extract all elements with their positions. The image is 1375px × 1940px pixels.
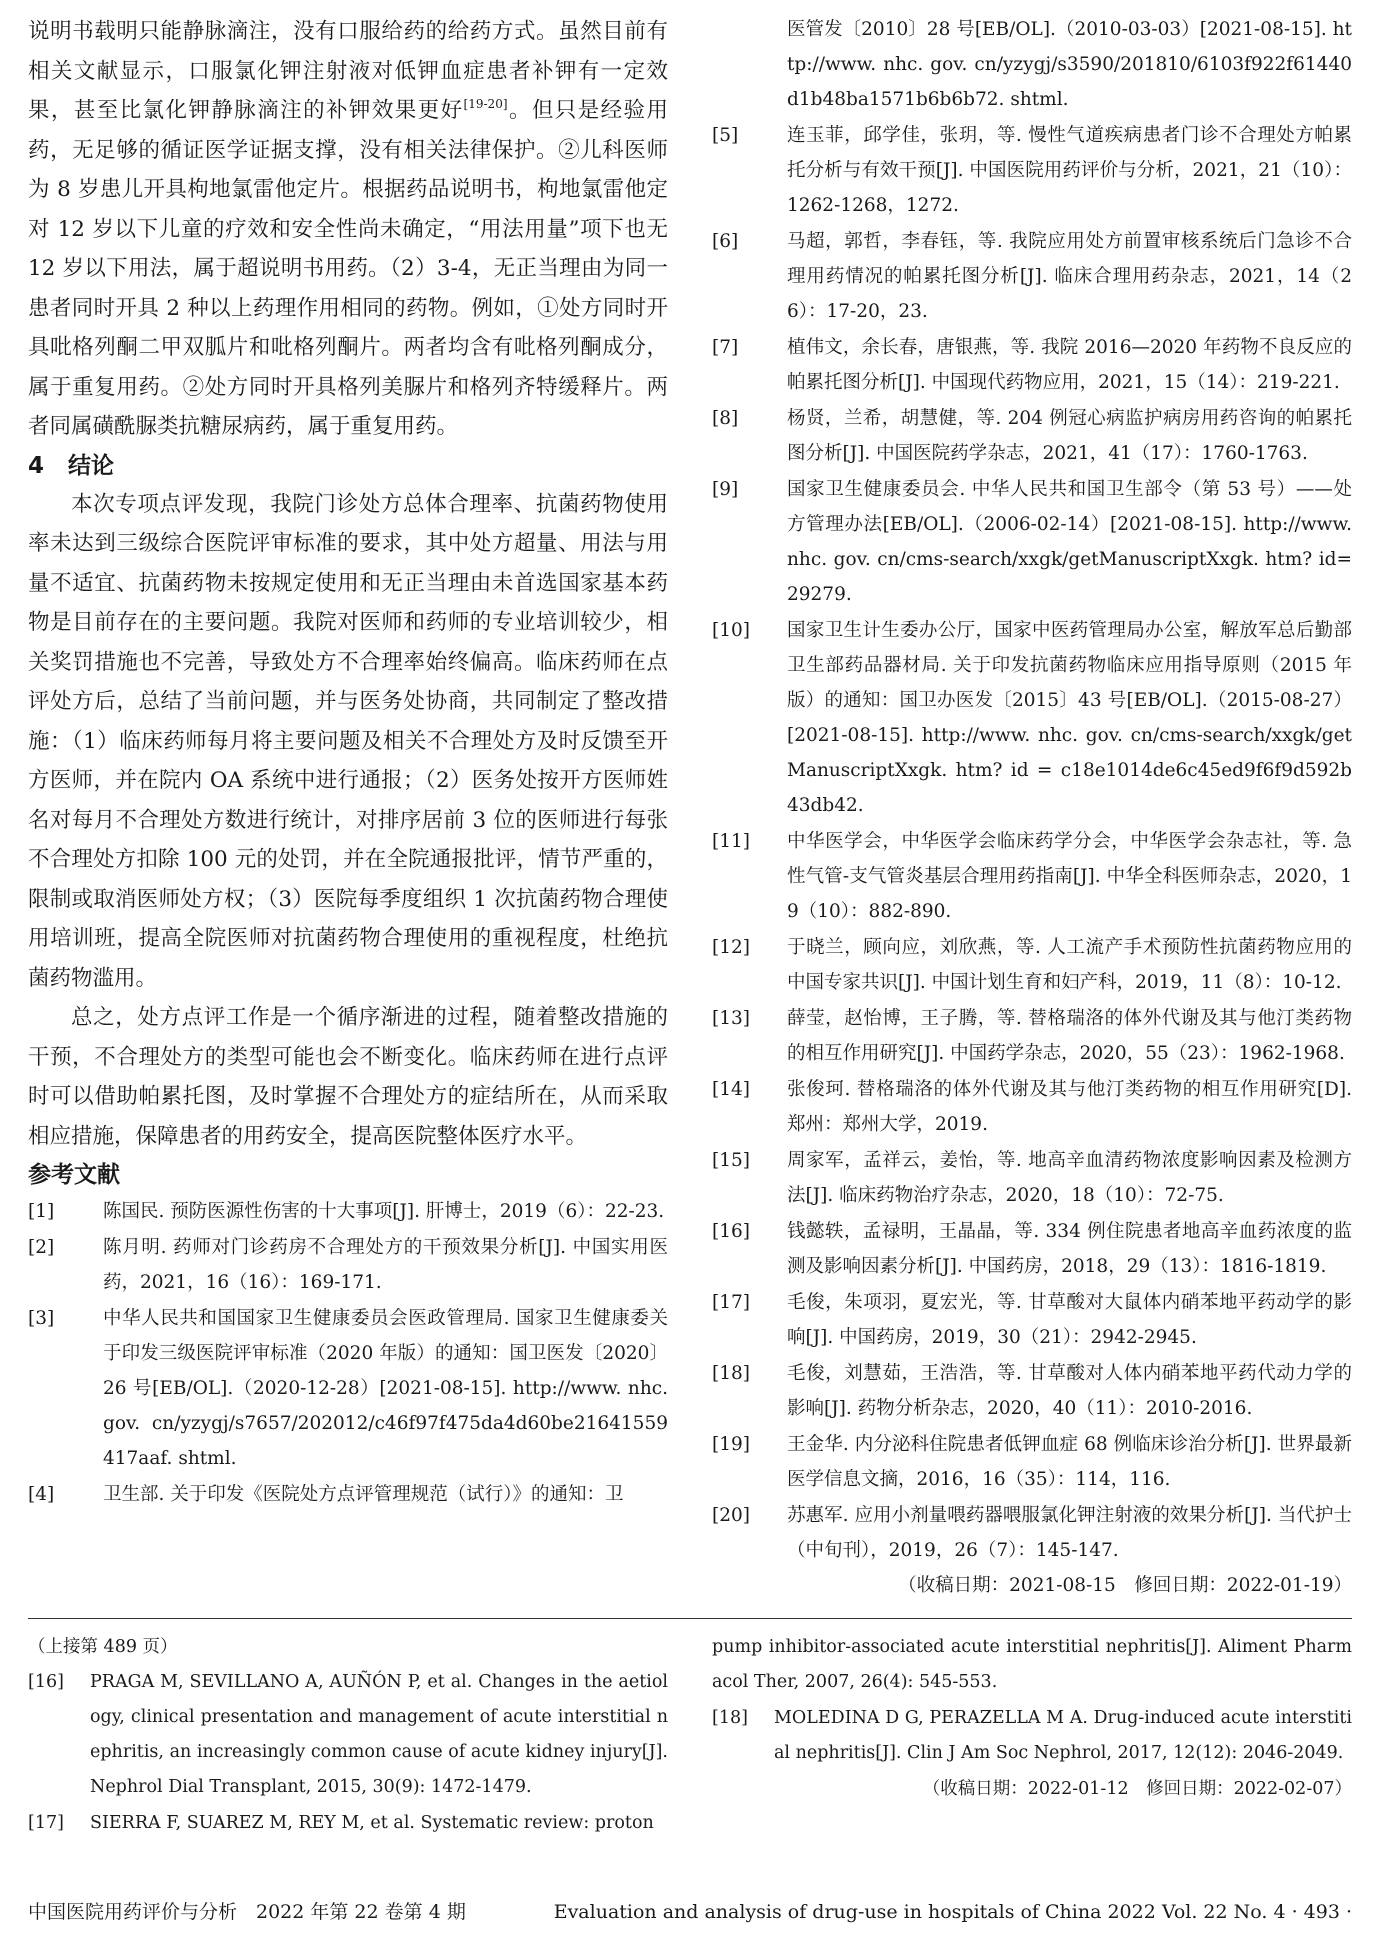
- paragraph-text: 。但只是经验用药，无足够的循证医学证据支撑，没有相关法律保护。②儿科医师为 8 岁患儿开具枸地氯雷他定片。根据药品说明书，枸地氯雷他定对 12 岁以下儿童的疗效和安全性尚未确定，“用法用量”项下也无 12 岁以下用法，属于超说明书用药。（2）3-4，无正当理由为同一患者同时开具 2 种以上药理作用相同的药物。例如，①处方同时开具吡格列酮二甲双胍片和吡格列酮片。两者均含有吡格列酮成分，属于重复用药。②处方同时开具格列美脲片和格列齐特缓释片。两者同属磺酰脲类抗糖尿病药，属于重复用药。: [28, 98, 668, 439]
- body-paragraph: [28, 12, 668, 447]
- reference-number: [20]: [712, 1505, 750, 1526]
- reference-text: 国家卫生健康委员会. 中华人民共和国卫生部令（第 53 号）——处方管理办法[EB/OL].（2006-02-14）[2021-08-15]. http://www.nhc. gov. cn/cms-search/xxgk/getManuscriptXxgk. htm? id=29279.: [787, 479, 1352, 605]
- reference-text: 国家卫生计生委办公厅，国家中医药管理局办公室，解放军总后勤部卫生部药品器材局. 关于印发抗菌药物临床应用指导原则（2015 年版）的通知：国卫办医发〔2015〕43 号[EB/OL].（2015-08-27）[2021-08-15]. http://www. nhc. gov. cn/cms-search/xxgk/getManuscriptXxgk. htm? id = c18e1014de6c45ed9f6f9d592b43db42.: [787, 620, 1352, 816]
- reference-number: [16]: [712, 1221, 750, 1242]
- reference-text: 马超，郭哲，李春钰，等. 我院应用处方前置审核系统后门急诊不合理用药情况的帕累托图分析[J]. 临床合理用药杂志，2021，14（26）：17-20，23.: [787, 231, 1352, 322]
- reference-continuation: 医管发〔2010〕28 号[EB/OL].（2010-03-03）[2021-08-15]. http://www. nhc. gov. cn/yzygj/s3590/201810/6103f922f61440d1b48ba1571b6b6b72. shtml.: [787, 19, 1352, 110]
- reference-text: 薛莹，赵怡博，王子腾，等. 替格瑞洛的体外代谢及其与他汀类药物的相互作用研究[J]. 中国药学杂志，2020，55（23）：1962-1968.: [787, 1008, 1352, 1064]
- reference-text: 连玉菲，邱学佳，张玥，等. 慢性气道疾病患者门诊不合理处方帕累托分析与有效干预[J]. 中国医院用药评价与分析，2021，21（10）：1262-1268，1272.: [787, 125, 1352, 216]
- right-column: [712, 12, 1352, 1603]
- reference-item: [712, 1285, 1352, 1355]
- reference-text: 陈月明. 药师对门诊药房不合理处方的干预效果分析[J]. 中国实用医药，2021，16（16）：169-171.: [103, 1237, 668, 1293]
- reference-number: [3]: [28, 1308, 55, 1329]
- reference-item: [712, 930, 1352, 1000]
- reference-number: [8]: [712, 408, 739, 429]
- reference-item: [28, 1301, 668, 1476]
- reference-text: 植伟文，余长春，唐银燕，等. 我院 2016—2020 年药物不良反应的帕累托图分析[J]. 中国现代药物应用，2021，15（14）：219-221.: [787, 337, 1352, 393]
- reference-number: [14]: [712, 1079, 750, 1100]
- journal-issue-info: 中国医院用药评价与分析 2022 年第 22 卷第 4 期: [28, 1901, 466, 1923]
- reference-list: [712, 118, 1352, 1568]
- reference-number: [17]: [28, 1813, 64, 1833]
- page-footer: [28, 1898, 1352, 1926]
- reference-item: [28, 1665, 668, 1805]
- reference-text: SIERRA F, SUAREZ M, REY M, et al. Systematic review: proton: [90, 1813, 654, 1833]
- reference-text: MOLEDINA D G, PERAZELLA M A. Drug-induced acute interstitial nephritis[J]. Clin J Am Soc Nephrol, 2017, 12(12): 2046-2049.: [774, 1708, 1352, 1763]
- reference-item: [712, 330, 1352, 400]
- reference-text: 中华人民共和国国家卫生健康委员会医政管理局. 国家卫生健康委关于印发三级医院评审标准（2020 年版）的通知：国卫医发〔2020〕26 号[EB/OL].（2020-12-28）[2021-08-15]. http://www. nhc. gov. cn/yzygj/s7657/202012/c46f97f475da4d60be21641559417aaf. shtml.: [103, 1308, 668, 1469]
- reference-item: [712, 1701, 1352, 1771]
- reference-number: [9]: [712, 479, 739, 500]
- reference-item: [712, 1072, 1352, 1142]
- reference-item: [712, 224, 1352, 329]
- reference-text: 张俊珂. 替格瑞洛的体外代谢及其与他汀类药物的相互作用研究[D]. 郑州：郑州大学，2019.: [787, 1079, 1352, 1135]
- reference-number: [11]: [712, 831, 750, 852]
- left-column: [28, 12, 668, 1513]
- reference-item: [712, 472, 1352, 612]
- reference-item: [712, 1143, 1352, 1213]
- section-title: 结论: [68, 452, 114, 479]
- reference-text: 陈国民. 预防医源性伤害的十大事项[J]. 肝博士，2019（6）：22-23.: [103, 1201, 665, 1222]
- reference-number: [10]: [712, 620, 750, 641]
- section-heading-conclusion: [28, 447, 668, 485]
- conclusion-paragraph-2: 总之，处方点评工作是一个循序渐进的过程，随着整改措施的干预，不合理处方的类型可能也会不断变化。临床药师在进行点评时可以借助帕累托图，及时掌握不合理处方的症结所在，从而采取相应措施，保障患者的用药安全，提高医院整体医疗水平。: [28, 1005, 668, 1149]
- reference-item: [712, 1356, 1352, 1426]
- reference-item: [712, 613, 1352, 823]
- reference-continuation: pump inhibitor-associated acute interstitial nephritis[J]. Aliment Pharmacol Ther, 2007, 26(4): 545-553.: [712, 1637, 1352, 1692]
- paragraph-text: 说明书载明只能静脉滴注，没有口服给药的给药方式。虽然目前有相关文献显示，口服氯化钾注射液对低钾血症患者补钾有一定效果，甚至比氯化钾静脉滴注的补钾效果更好: [28, 19, 668, 123]
- continued-references-right: [712, 1630, 1352, 1807]
- reference-item: [28, 1230, 668, 1300]
- reference-number: [18]: [712, 1708, 748, 1728]
- reference-item: [28, 1477, 668, 1512]
- reference-text: PRAGA M, SEVILLANO A, AUÑÓN P, et al. Changes in the aetiology, clinical presentation and management of acute interstitial nephritis, an increasingly common cause of acute kidney injury[J]. Nephrol Dial Transplant, 2015, 30(9): 1472-1479.: [90, 1672, 668, 1797]
- reference-text: 毛俊，刘慧茹，王浩浩，等. 甘草酸对人体内硝苯地平药代动力学的影响[J]. 药物分析杂志，2020，40（11）：2010-2016.: [787, 1363, 1352, 1419]
- reference-text: 苏惠军. 应用小剂量喂药器喂服氯化钾注射液的效果分析[J]. 当代护士（中旬刊），2019，26（7）：145-147.: [787, 1505, 1352, 1561]
- reference-number: [2]: [28, 1237, 55, 1258]
- reference-list: [28, 1665, 668, 1841]
- citation-superscript: [19-20]: [463, 97, 508, 111]
- reference-item: [712, 118, 1352, 223]
- reference-number: [16]: [28, 1672, 64, 1692]
- reference-item: [712, 1001, 1352, 1071]
- reference-text: 钱懿轶，孟禄明，王晶晶，等. 334 例住院患者地高辛血药浓度的监测及影响因素分析[J]. 中国药房，2018，29（13）：1816-1819.: [787, 1221, 1352, 1277]
- reference-number: [19]: [712, 1434, 750, 1455]
- conclusion-paragraph-1: 本次专项点评发现，我院门诊处方总体合理率、抗菌药物使用率未达到三级综合医院评审标准的要求，其中处方超量、用法与用量不适宜、抗菌药物未按规定使用和无正当理由未首选国家基本药物是目前存在的主要问题。我院对医师和药师的专业培训较少，相关奖罚措施也不完善，导致处方不合理率始终偏高。临床药师在点评处方后，总结了当前问题，并与医务处协商，共同制定了整改措施：（1）临床药师每月将主要问题及相关不合理处方及时反馈至开方医师，并在院内 OA 系统中进行通报；（2）医务处按开方医师姓名对每月不合理处方数进行统计，对排序居前 3 位的医师进行每张不合理处方扣除 100 元的处罚，并在全院通报批评，情节严重的，限制或取消医师处方权；（3）医院每季度组织 1 次抗菌药物合理使用培训班，提高全院医师对抗菌药物合理使用的重视程度，杜绝抗菌药物滥用。: [28, 491, 668, 991]
- reference-text: 卫生部. 关于印发《医院处方点评管理规范（试行）》的通知：卫: [103, 1484, 624, 1505]
- reference-number: [15]: [712, 1150, 750, 1171]
- section-divider: [28, 1618, 1352, 1619]
- reference-item: [712, 1214, 1352, 1284]
- received-revised-dates: （收稿日期：2022-01-12 修回日期：2022-02-07）: [922, 1779, 1352, 1799]
- continued-from-label: （上接第 489 页）: [28, 1637, 178, 1657]
- reference-number: [4]: [28, 1484, 55, 1505]
- reference-list: [28, 1194, 668, 1512]
- reference-item: [712, 1427, 1352, 1497]
- reference-text: 毛俊，朱项羽，夏宏光，等. 甘草酸对大鼠体内硝苯地平药动学的影响[J]. 中国药房，2019，30（21）：2942-2945.: [787, 1292, 1352, 1348]
- reference-number: [18]: [712, 1363, 750, 1384]
- reference-number: [13]: [712, 1008, 750, 1029]
- reference-text: 周家军，孟祥云，姜怡，等. 地高辛血清药物浓度影响因素及检测方法[J]. 临床药物治疗杂志，2020，18（10）：72-75.: [787, 1150, 1352, 1206]
- references-heading: 参考文献: [28, 1162, 120, 1188]
- reference-number: [6]: [712, 231, 739, 252]
- reference-number: [17]: [712, 1292, 750, 1313]
- reference-number: [7]: [712, 337, 739, 358]
- reference-text: 杨贤，兰希，胡慧健，等. 204 例冠心病监护病房用药咨询的帕累托图分析[J]. 中国医院药学杂志，2021，41（17）：1760-1763.: [787, 408, 1352, 464]
- continued-references-left: [28, 1630, 668, 1842]
- reference-item: [712, 401, 1352, 471]
- reference-item: [28, 1194, 668, 1229]
- reference-text: 中华医学会，中华医学会临床药学分会，中华医学会杂志社，等. 急性气管-支气管炎基层合理用药指南[J]. 中华全科医师杂志，2020，19（10）：882-890.: [787, 831, 1352, 922]
- section-number: 4: [28, 452, 45, 479]
- reference-text: 王金华. 内分泌科住院患者低钾血症 68 例临床诊治分析[J]. 世界最新医学信息文摘，2016，16（35）：114，116.: [787, 1434, 1352, 1490]
- reference-number: [5]: [712, 125, 739, 146]
- journal-english-info: Evaluation and analysis of drug-use in hospitals of China 2022 Vol. 22 No. 4 · 493 ·: [553, 1901, 1352, 1923]
- reference-number: [12]: [712, 937, 750, 958]
- received-revised-dates: （收稿日期：2021-08-15 修回日期：2022-01-19）: [898, 1575, 1352, 1596]
- reference-item: [712, 824, 1352, 929]
- reference-item: [712, 1498, 1352, 1568]
- reference-item: [28, 1806, 668, 1841]
- reference-list: [712, 1701, 1352, 1771]
- reference-text: 于晓兰，顾向应，刘欣燕，等. 人工流产手术预防性抗菌药物应用的中国专家共识[J]. 中国计划生育和妇产科，2019，11（8）：10-12.: [787, 937, 1352, 993]
- reference-number: [1]: [28, 1201, 55, 1222]
